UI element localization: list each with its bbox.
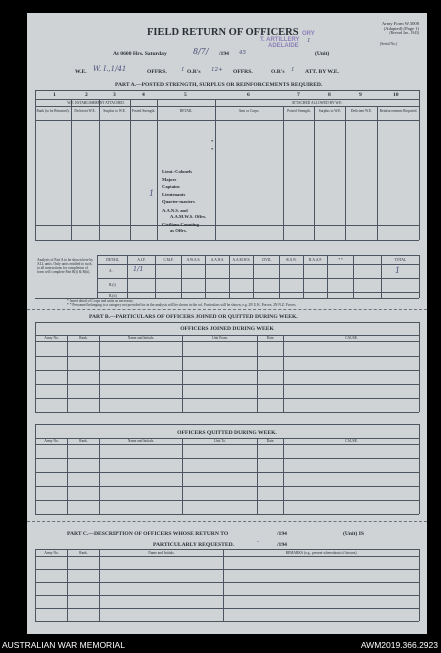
unit-stamp: ORY T. ARTILLERY ADELAIDE (260, 31, 315, 50)
quitted-unit-header: Unit To. (214, 439, 226, 443)
rank-returned-header: Rank (to be Returned). (36, 109, 70, 113)
army-form-block (329, 21, 419, 35)
col-num-1: 1 (53, 92, 56, 98)
quitted-name-header: Name and Initials. (127, 439, 155, 443)
quitted-cause-header: CAUSE. (345, 439, 358, 443)
offrs2-label: OFFRS. (233, 69, 253, 75)
joined-unit-header: Unit From. (212, 336, 228, 340)
surplus-header: Surplus to W.E. (103, 109, 126, 113)
joined-rank-header: Rank. (79, 336, 88, 340)
col-num-2: 2 (85, 92, 88, 98)
analysis-cmf-header: C.M.F. (163, 258, 174, 262)
joined-date-header: Date. (266, 336, 275, 340)
rank-list: Lieut.-Colonels Majors Captains Lieutenants Quarter-masters A.A.N.S. and A.A.M.W.S. Offrs. Civilians Counting as Offrs. (162, 169, 207, 233)
joined-army-no-header: Army No. (44, 336, 59, 340)
part-c-title: PART C.—DESCRIPTION OF OFFICERS WHOSE RETURN TO (67, 531, 229, 537)
part-c-unit: (Unit) IS (343, 531, 364, 537)
surplus-right-header: Surplus to W.E. (318, 109, 342, 113)
analysis-total-header: TOTAL (394, 258, 407, 262)
quitted-rank-header: Rank. (79, 439, 88, 443)
offrs-label: OFFRS. (147, 69, 167, 75)
analysis-ran-header: R.A.N. (286, 258, 297, 262)
unit-label: (Unit) (315, 51, 330, 57)
joined-cause-header: CAUSE. (345, 336, 358, 340)
analysis-awas-header: A.W.A.S. (186, 258, 201, 262)
footer-left: AUSTRALIAN WAR MEMORIAL (2, 640, 125, 650)
army-form-label: Army Form W.3008 (381, 21, 419, 26)
arm-corps-header: Arm or Corps. (238, 109, 260, 113)
part-c-year: /194 (277, 531, 287, 537)
deficient-header: Deficient W.E. (74, 109, 96, 113)
col-num-4: 4 (142, 92, 145, 98)
joined-name-header: Name and Initials. (127, 336, 155, 340)
part-a-title: PART A.—POSTED STRENGTH, SURPLUS OR REINFORCEMENTS REQUIRED. (115, 82, 323, 88)
analysis-row-bi: B.(i) (109, 283, 116, 287)
adapted-label: (Adapted) (Page 1) (383, 26, 419, 31)
col-num-9: 9 (359, 92, 362, 98)
serial-label: (Serial No.) (380, 42, 397, 46)
reinforcements-header: Reinforcements Required. (379, 109, 418, 113)
detail-header: DETAIL (179, 109, 193, 113)
col-num-3: 3 (113, 92, 116, 98)
archive-footer (0, 638, 441, 653)
quitted-army-no-header: Army No. (44, 439, 59, 443)
col-num-6: 6 (247, 92, 250, 98)
analysis-civil-header: CIVIL (261, 258, 272, 262)
part-c-year2: /194 (277, 542, 287, 548)
analysis-note: Analysis of Part A to be shown here by ALL units. Only units entitled to such, to all instructions for completion of form will complete Part B(i) & B(ii). (37, 258, 94, 274)
analysis-aif-header: A.I.F. (137, 258, 146, 262)
posted-strength-header: Posted Strength. (131, 109, 156, 113)
we-label: W.E. (75, 69, 87, 75)
part-c-requested: PARTICULARLY REQUESTED. (153, 542, 235, 548)
col-num-7: 7 (297, 92, 300, 98)
attached-allowed-header: ATTACHED ALLOWED BY W.E. (291, 101, 343, 105)
analysis-other-header: * * (338, 258, 343, 262)
att-handwritten: 1 (291, 67, 295, 73)
footer-right: AWM2019.366.2923 (360, 640, 438, 650)
quitted-date-header: Date. (266, 439, 275, 443)
revised-label: (Revised Jan., 1943) (389, 31, 419, 35)
at-hrs-label: At 0600 Hrs. Saturday (113, 51, 167, 57)
col-num-5: 5 (184, 92, 187, 98)
offrs-handwritten: 1 (181, 67, 185, 73)
form-title: FIELD RETURN OF OFFICERS (147, 27, 299, 38)
part-c-remarks-header: REMARKS (e.g., present whereabouts if known). (285, 551, 358, 555)
year-label: /194 (219, 51, 229, 57)
deficient-right-header: Deficient W.E. (350, 109, 373, 113)
we-code-handwritten: W. I.,1/41 (93, 65, 127, 73)
form-paper (27, 13, 427, 634)
joined-title: OFFICERS JOINED DURING WEEK (180, 326, 274, 332)
analysis-aamws-header: A.A.M.W.S. (232, 258, 251, 262)
part-c-rank-header: Rank. (79, 551, 88, 555)
part-b-title: PART B.—PARTICULARS OF OFFICERS JOINED OR QUITTED DURING WEEK. (89, 314, 298, 320)
part-c-army-no-header: Army No. (44, 551, 59, 555)
rank-count-handwritten: 1 (149, 189, 155, 198)
part-c-date-handwritten: - (257, 539, 259, 545)
quitted-title: OFFICERS QUITTED DURING WEEK. (177, 430, 277, 436)
posted-strength-right-header: Posted Strength. (287, 109, 311, 113)
ors-handwritten: 12+ (211, 67, 223, 73)
year-handwritten: 45 (239, 50, 247, 56)
att-label: ATT. BY W.E. (305, 69, 339, 75)
part-c-name-header: Name and Initials. (148, 551, 175, 555)
serial-handwritten: 1 (307, 38, 311, 44)
col-num-8: 8 (328, 92, 331, 98)
analysis-raaf-header: R.A.A.F. (309, 258, 322, 262)
asterisk-1: * (211, 139, 214, 144)
total-handwritten: 1 (395, 266, 401, 275)
footnotes: * Insert detail of Corps and units as necessary. * * Personnel belonging to a category not provided for in the analysis will be shown in the col. Particulars will be shown, e.g. 2N U.K. Forces; 2N N.Z. Forces. (67, 299, 297, 307)
col-num-10: 10 (393, 92, 399, 98)
we-establishment-header: W.E. ESTABLISHMENT ATTACHED. (67, 101, 125, 105)
analysis-detail-header: DETAIL (106, 258, 119, 262)
analysis-aans-header: A.A.N.S. (210, 258, 225, 262)
analysis-row-bii: B.(ii) (109, 294, 117, 298)
ors2-label: O.R's (271, 69, 285, 75)
asterisk-2: * (211, 147, 214, 152)
ors-label: O.R's (187, 69, 201, 75)
analysis-row-a: A. (109, 269, 113, 273)
aif-handwritten: 1/1 (133, 265, 144, 273)
date-handwritten: 8/7/ (193, 47, 209, 56)
